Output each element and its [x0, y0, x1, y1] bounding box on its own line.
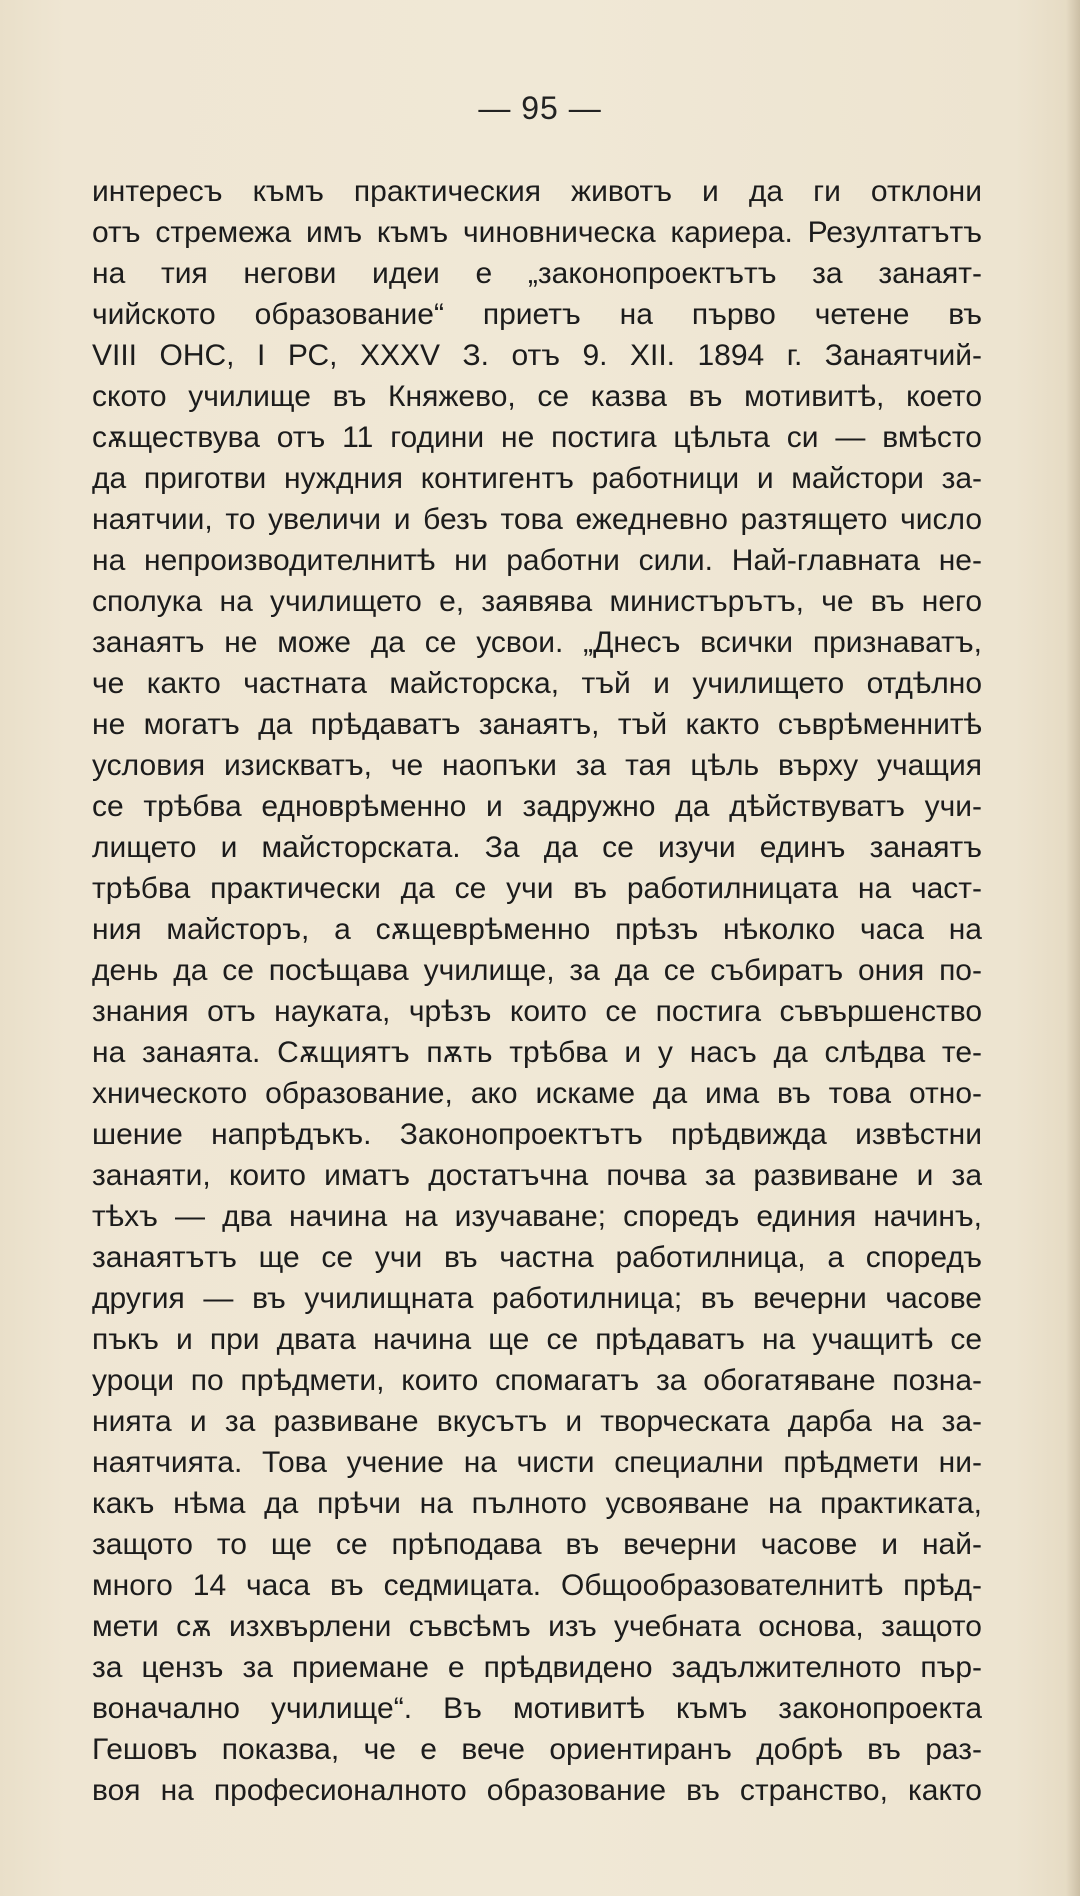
text-line: че както частната майсторска, тъй и училището отдѣлно [92, 667, 982, 700]
text-line: воя на професионалното образование въ странство, както [92, 1774, 982, 1807]
text-line: интересъ къмъ практическия животъ и да ги отклони [92, 175, 982, 208]
text-line: лището и майсторската. За да се изучи единъ занаятъ [92, 831, 982, 864]
text-line: какъ нѣма да прѣчи на пълното усвояване на практиката, [92, 1487, 982, 1520]
page-number: — 95 — [478, 90, 602, 126]
text-line: на занаята. Сѫщиятъ пѫть трѣбва и у насъ да слѣдва те- [92, 1036, 982, 1069]
text-line: мети сѫ изхвърлени съвсѣмъ изъ учебната основа, защото [92, 1610, 982, 1643]
text-line: пъкъ и при двата начина ще се прѣдаватъ на учащитѣ се [92, 1323, 982, 1356]
text-line: защото то ще се прѣподава въ вечерни часове и най- [92, 1528, 982, 1561]
text-line: занаяти, които иматъ достатъчна почва за развиване и за [92, 1159, 982, 1192]
text-line: нията и за развиване вкусътъ и творческата дарба на за- [92, 1405, 982, 1438]
text-line: много 14 часа въ седмицата. Общообразователнитѣ прѣд- [92, 1569, 982, 1602]
text-line: се трѣбва едноврѣменно и задружно да дѣйствуватъ учи- [92, 790, 982, 823]
text-line: знания отъ науката, чрѣзъ които се постига съвършенство [92, 995, 982, 1028]
page-edge-shadow [1066, 0, 1080, 1896]
text-line: сѫществува отъ 11 години не постига цѣльта си — вмѣсто [92, 421, 982, 454]
body-text [92, 171, 982, 1811]
text-line: занаятътъ ще се учи въ частна работилница, а споредъ [92, 1241, 982, 1274]
text-line: наятчии, то увеличи и безъ това ежедневно разтящето число [92, 503, 982, 536]
text-line: занаятъ не може да се усвои. „Днесъ всички признаватъ, [92, 626, 982, 659]
text-line: сполука на училището е, заявява министърътъ, че въ него [92, 585, 982, 618]
text-line: отъ стремежа имъ къмъ чиновническа кариера. Резултатътъ [92, 216, 982, 249]
text-line: за цензъ за приемане е прѣдвидено задължителното пър- [92, 1651, 982, 1684]
text-line: на тия негови идеи е „законопроектътъ за занаят- [92, 257, 982, 290]
text-line: VIII ОНС, I РС, XXXV З. отъ 9. XII. 1894 г. Занаятчий- [92, 339, 982, 372]
text-line: день да се посѣщава училище, за да се събиратъ ония по- [92, 954, 982, 987]
text-line: условия изискватъ, че наопъки за тая цѣль върху учащия [92, 749, 982, 782]
text-line: другия — въ училищната работилница; въ вечерни часове [92, 1282, 982, 1315]
text-line: да приготви нуждния контигентъ работници и майстори за- [92, 462, 982, 495]
text-line: хническото образование, ако искаме да има въ това отно- [92, 1077, 982, 1110]
text-line: не могатъ да прѣдаватъ занаятъ, тъй както съврѣменнитѣ [92, 708, 982, 741]
text-line: шение напрѣдъкъ. Законопроектътъ прѣдвижда извѣстни [92, 1118, 982, 1151]
text-line: ния майсторъ, а сѫщеврѣменно прѣзъ нѣколко часа на [92, 913, 982, 946]
text-line: наятчията. Това учение на чисти специални прѣдмети ни- [92, 1446, 982, 1479]
text-line: тѣхъ — два начина на изучаване; споредъ единия начинъ, [92, 1200, 982, 1233]
text-line: уроци по прѣдмети, които спомагатъ за обогатяване позна- [92, 1364, 982, 1397]
text-line: на непроизводителнитѣ ни работни сили. Най-главната не- [92, 544, 982, 577]
text-line: трѣбва практически да се учи въ работилницата на част- [92, 872, 982, 905]
text-line: Гешовъ показва, че е вече ориентиранъ добрѣ въ раз- [92, 1733, 982, 1766]
text-line: чийското образование“ приетъ на първо четене въ [92, 298, 982, 331]
text-line: воначално училище“. Въ мотивитѣ къмъ законопроекта [92, 1692, 982, 1725]
text-line: ското училище въ Княжево, се казва въ мотивитѣ, което [92, 380, 982, 413]
